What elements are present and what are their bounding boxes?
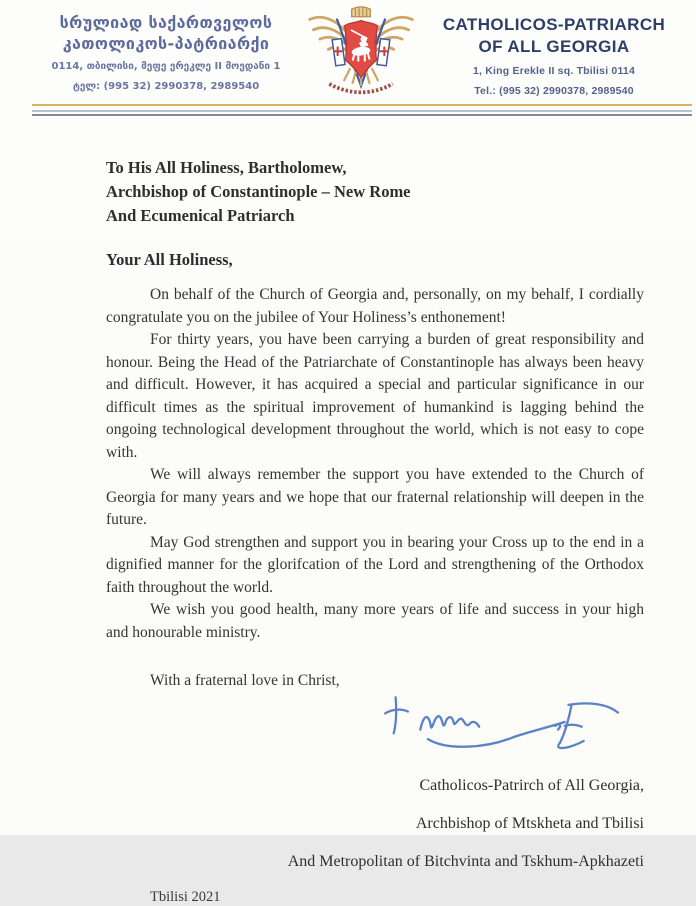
- paragraph: May God strengthen and support you in bearing your Cross up to the end in a dignified manner for the glorifcation of the Lord and strengthening of the Orthodox faith throughout the world.: [106, 533, 644, 596]
- georgian-phone: ტელ: (995 32) 2990378, 2989540: [72, 81, 260, 92]
- signoff-line: And Metropolitan of Bitchvinta and Tskhum-Apkhazeti: [287, 853, 644, 870]
- paragraph: On behalf of the Church of Georgia and, personally, on my behalf, I cordially congratulate you on the jubilee of Your Holiness’s enthonement!: [106, 286, 644, 326]
- georgian-title-line1: სრულიად საქართველოს: [59, 13, 273, 32]
- letterhead-english-block: [420, 10, 688, 98]
- letterhead-georgian-block: [30, 10, 302, 94]
- recipient-block: [106, 156, 644, 228]
- english-title-line1: CATHOLICOS-PATRIARCH: [442, 15, 666, 34]
- recipient-line: And Ecumenical Patriarch: [106, 206, 295, 225]
- georgian-title-line2: კათოლიკოს-პატრიარქი: [62, 34, 270, 53]
- patriarchate-coat-of-arms-icon: [305, 90, 417, 107]
- crown-icon: [352, 7, 371, 17]
- place-date: Tbilisi 2021: [150, 889, 221, 905]
- closing-line: With a fraternal love in Christ,: [150, 672, 340, 689]
- paragraph: We will always remember the support you have extended to the Church of Georgia for many years and we hope that our fraternal relationship will deepen in the future.: [106, 466, 644, 528]
- signoff-line: Archbishop of Mtskheta and Tbilisi: [415, 815, 644, 832]
- english-title-line2: OF ALL GEORGIA: [478, 37, 630, 56]
- english-phone: Tel.: (995 32) 2990378, 2989540: [474, 85, 634, 97]
- divider-light-line: [32, 110, 692, 112]
- salutation: Your All Holiness,: [106, 250, 233, 269]
- letter-body: [0, 156, 696, 906]
- signoff-block: [106, 774, 644, 873]
- emblem-container: [302, 7, 420, 108]
- handwritten-signature-icon: [376, 747, 628, 764]
- letterhead: [0, 0, 696, 100]
- divider-slate-line: [32, 114, 692, 116]
- recipient-line: Archbishop of Constantinople – New Rome: [106, 182, 411, 201]
- paragraph: We wish you good health, many more years of life and success in your high and honourable ministry.: [106, 601, 644, 641]
- signature-area: [106, 684, 644, 760]
- paragraph: For thirty years, you have been carrying a burden of great responsibility and honour. Being the Head of the Patriarchate of Constantinople has always been heavy and difficult. However, it has acquired a special and particular significance in our difficult times as the spiritual improvement of humankind is lagging behind the ongoing technological development throughout the world, which is not easy to cope with.: [106, 331, 644, 461]
- english-address: 1, King Erekle II sq. Tbilisi 0114: [472, 65, 636, 77]
- signoff-line: Catholicos-Patrirch of All Georgia,: [419, 777, 644, 794]
- georgian-address: 0114, თბილისი, მეფე ერეკლე II მოედანი 1: [51, 61, 281, 72]
- recipient-line: To His All Holiness, Bartholomew,: [106, 158, 347, 177]
